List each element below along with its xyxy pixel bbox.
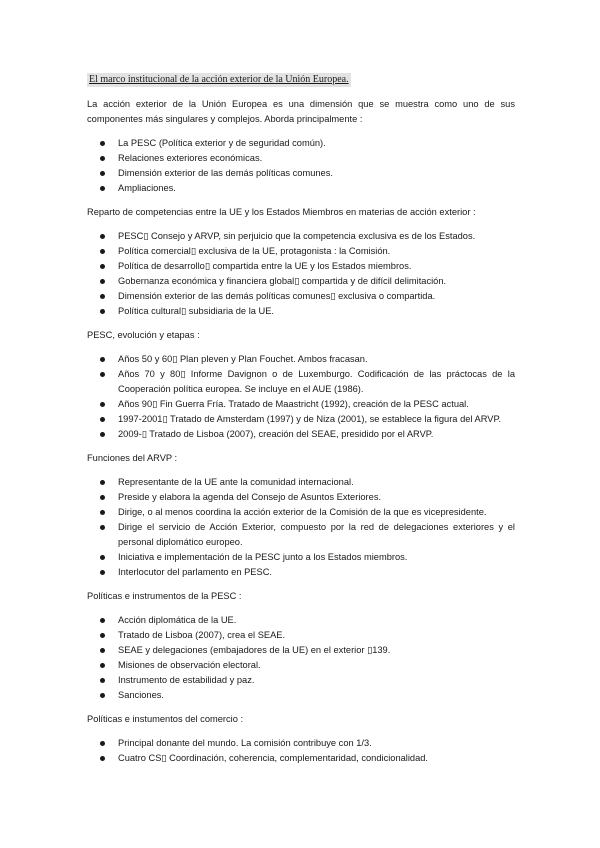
list-item: Años 90▯ Fin Guerra Fría. Tratado de Maastricht (1992), creación de la PESC actual. (87, 397, 515, 412)
list-item: 1997-2001▯ Tratado de Amsterdam (1997) y de Niza (2001), se establece la figura del ARVP. (87, 412, 515, 427)
list-item: Sanciones. (87, 688, 515, 703)
document-title: El marco institucional de la acción exterior de la Unión Europea. (89, 74, 349, 85)
list-item: Gobernanza económica y financiera global▯ compartida y de difícil delimitación. (87, 274, 515, 289)
section-heading-funciones-arvp: Funciones del ARVP : (87, 453, 178, 463)
list-item: Política comercial▯ exclusiva de la UE, protagonista : la Comisión. (87, 244, 515, 259)
list-item: Dirige el servicio de Acción Exterior, compuesto por la red de delegaciones exteriores y el personal diplomático europeo. (87, 520, 515, 550)
list-item: Dimensión exterior de las demás políticas comunes. (87, 166, 515, 181)
section-heading-instrumentos-pesc: Políticas e instrumentos de la PESC : (87, 591, 242, 601)
section-heading-competencias: Reparto de competencias entre la UE y los Estados Miembros en materias de acción exterior : (87, 207, 476, 217)
list-item: Instrumento de estabilidad y paz. (87, 673, 515, 688)
list-item: Acción diplomática de la UE. (87, 613, 515, 628)
list-item: Dimensión exterior de las demás políticas comunes▯ exclusiva o compartida. (87, 289, 515, 304)
list-item: Cuatro CS▯ Coordinación, coherencia, complementaridad, condicionalidad. (87, 751, 515, 766)
list-item: Interlocutor del parlamento en PESC. (87, 565, 515, 580)
list-item: Misiones de observación electoral. (87, 658, 515, 673)
section-heading-instrumentos-comercio: Políticas e instumentos del comercio : (87, 714, 244, 724)
intro-paragraph: La acción exterior de la Unión Europea es una dimensión que se muestra como uno de sus componentes más singulares y complejos. Aborda principalmente : (87, 99, 515, 124)
list-item: SEAE y delegaciones (embajadores de la UE) en el exterior ▯139. (87, 643, 515, 658)
list-item: Tratado de Lisboa (2007), crea el SEAE. (87, 628, 515, 643)
list-item: Años 50 y 60▯ Plan pleven y Plan Fouchet. Ambos fracasan. (87, 352, 515, 367)
list-item: Dirige, o al menos coordina la acción exterior de la Comisión de la que es vicepresidente. (87, 505, 515, 520)
competencias-list (87, 229, 515, 319)
document-content (87, 72, 515, 775)
list-item: La PESC (Política exterior y de seguridad común). (87, 136, 515, 151)
list-item: Representante de la UE ante la comunidad internacional. (87, 475, 515, 490)
intro-list (87, 136, 515, 196)
list-item: Política de desarrollo▯ compartida entre la UE y los Estados miembros. (87, 259, 515, 274)
list-item: Años 70 y 80▯ Informe Davignon o de Luxemburgo. Codificación de las práctocas de la Cooperación política europea. Se incluye en el AUE (1986). (87, 367, 515, 397)
funciones-arvp-list (87, 475, 515, 580)
instrumentos-comercio-list (87, 736, 515, 766)
list-item: PESC▯ Consejo y ARVP, sin perjuicio que la competencia exclusiva es de los Estados. (87, 229, 515, 244)
list-item: Relaciones exteriores económicas. (87, 151, 515, 166)
list-item: Principal donante del mundo. La comisión contribuye con 1/3. (87, 736, 515, 751)
list-item: 2009-▯ Tratado de Lisboa (2007), creación del SEAE, presidido por el ARVP. (87, 427, 515, 442)
list-item: Política cultural▯ subsidiaria de la UE. (87, 304, 515, 319)
list-item: Iniciativa e implementación de la PESC junto a los Estados miembros. (87, 550, 515, 565)
instrumentos-pesc-list (87, 613, 515, 703)
list-item: Preside y elabora la agenda del Consejo de Asuntos Exteriores. (87, 490, 515, 505)
pesc-evolucion-list (87, 352, 515, 442)
section-heading-pesc-evolucion: PESC, evolución y etapas : (87, 330, 200, 340)
list-item: Ampliaciones. (87, 181, 515, 196)
